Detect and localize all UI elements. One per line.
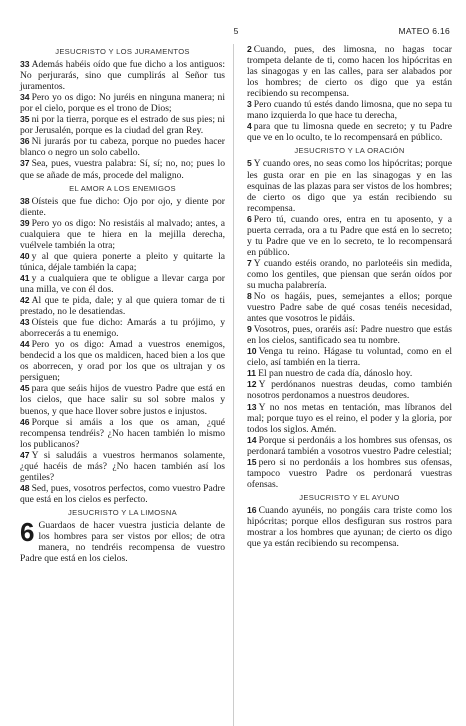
verse [247, 346, 452, 368]
verse-text: Pero cuando tú estés dando limosna, que no sepa tu mano izquierda lo que hace tu derecha, [247, 99, 452, 122]
verse-number: 47 [20, 449, 30, 460]
chapter-number: 6 [20, 516, 35, 547]
section-heading: JESUCRISTO Y LA LIMOSNA [67, 507, 178, 517]
verse-number: 5 [247, 158, 252, 169]
verse [20, 417, 225, 450]
verse [247, 291, 452, 324]
verse-text: Y perdónanos nuestras deudas, como también nosotros perdonamos a nuestros deudores. [247, 379, 452, 402]
verse-number: 6 [247, 213, 252, 224]
verse [20, 483, 225, 505]
verse [20, 196, 225, 218]
verse-number: 36 [20, 136, 30, 147]
verse-text: Además habéis oído que fue dicho a los antiguos: No perjurarás, sino que cumplirás al Señor tus juramentos. [20, 59, 225, 93]
verse-text: Porque si amáis a los que os aman, ¿qué recompensa tendréis? ¿No hacen también lo mismo los publicanos? [20, 416, 225, 450]
verse-number: 9 [247, 324, 252, 335]
verse [247, 158, 452, 213]
verse-number: 16 [247, 504, 257, 515]
verse-text: Pero tú, cuando ores, entra en tu aposento, y a puerta cerrada, ora a tu Padre que está en lo secreto; y tu Padre que ve en lo secreto, te lo recompensará en público. [247, 213, 452, 258]
verse-number: 3 [247, 99, 252, 110]
verse-text: Al que te pida, dale; y al que quiera tomar de ti prestado, no le desatiendas. [20, 295, 225, 318]
verse [247, 457, 452, 490]
verse [20, 317, 225, 339]
verse [20, 450, 225, 483]
verse [20, 59, 225, 92]
verse-number: 10 [247, 346, 257, 357]
verse-number: 4 [247, 121, 252, 132]
verse [247, 258, 452, 291]
verse-number: 37 [20, 158, 30, 169]
verse-text: El pan nuestro de cada día, dánoslo hoy. [258, 368, 413, 380]
verse [20, 339, 225, 383]
verse-text: y a cualquiera que te obligue a llevar carga por una milla, ve con él dos. [20, 272, 225, 295]
verse-text: Oísteis que fue dicho: Ojo por ojo, y diente por diente. [20, 195, 225, 218]
verse [247, 99, 452, 121]
verse [247, 324, 452, 346]
verse-number: 15 [247, 456, 257, 467]
verse [20, 92, 225, 114]
verse-text: y al que quiera ponerte a pleito y quitarte la túnica, déjale también la capa; [20, 250, 225, 273]
verse [20, 158, 225, 180]
verse [247, 121, 452, 143]
verse-text: Sea, pues, vuestra palabra: Sí, sí; no, no; pues lo que se añade de más, procede del maligno. [20, 158, 225, 181]
verse-number: 42 [20, 295, 30, 306]
verse-text: Oísteis que fue dicho: Amarás a tu prójimo, y aborrecerás a tu enemigo. [20, 317, 225, 340]
verse [20, 136, 225, 158]
verse-text: Pero yo os digo: No juréis en ninguna manera; ni por el cielo, porque es el trono de Dios; [20, 92, 225, 115]
verse-text: Sed, pues, vosotros perfectos, como vuestro Padre que está en los cielos es perfecto. [20, 482, 225, 505]
text-columns [20, 44, 452, 564]
verse-text: Cuando, pues, des limosna, no hagas tocar trompeta delante de ti, como hacen los hipócritas en las sinagogas y en las calles, para ser alabados por los hombres; de cierto os digo que ya están recibiendo su recompensa. [247, 44, 452, 100]
verse-number: 2 [247, 44, 252, 54]
verse-number: 44 [20, 339, 30, 350]
page-number: 5 [233, 26, 239, 36]
verse [247, 368, 452, 379]
verse-number: 39 [20, 217, 30, 228]
verse-number: 7 [247, 257, 252, 268]
verse-text: Pero yo os digo: No resistáis al malvado; antes, a cualquiera que te hiera en la mejilla derecha, vuélvele también la otra; [20, 217, 225, 251]
verse-text: ni por la tierra, porque es el estrado de sus pies; ni por Jerusalén, porque es la ciudad del gran Rey. [20, 114, 225, 137]
verse-text: Pero yo os digo: Amad a vuestros enemigos, bendecid a los que os maldicen, haced bien a los que os aborrecen, y orad por los que os ultrajan y os persiguen; [20, 339, 225, 384]
verse-number: 46 [20, 416, 30, 427]
verse [20, 251, 225, 273]
verse [20, 295, 225, 317]
verse-text: Venga tu reino. Hágase tu voluntad, como en el cielo, así también en la tierra. [247, 346, 452, 369]
verse [247, 505, 452, 549]
verse [20, 218, 225, 251]
left-column [20, 44, 225, 564]
verse-text: Porque si perdonáis a los hombres sus ofensas, os perdonará también a vosotros vuestro Padre celestial; [247, 434, 452, 457]
verse-text: Ni jurarás por tu cabeza, porque no puedes hacer blanco o negro un solo cabello. [20, 136, 225, 159]
verse [20, 114, 225, 136]
verse-number: 38 [20, 195, 30, 206]
section-heading: JESUCRISTO Y LOS JURAMENTOS [55, 47, 190, 56]
verse [247, 379, 452, 401]
verse-number: 45 [20, 383, 30, 394]
verse-number: 40 [20, 250, 30, 261]
verse-text: Cuando ayunéis, no pongáis cara triste como los hipócritas; porque ellos desfiguran sus rostros para mostrar a los hombres que ayunan; de cierto os digo que ya están recibiendo su recompensa. [247, 504, 452, 550]
verse-text: para que tu limosna quede en secreto; y tu Padre que ve en lo oculto, te lo recompensará en público. [247, 121, 452, 144]
verse-text: pero si no perdonáis a los hombres sus ofensas, tampoco vuestro Padre os perdonará vuestras ofensas. [247, 456, 452, 490]
section-heading: JESUCRISTO Y LA ORACIÓN [294, 146, 405, 156]
verse [247, 214, 452, 258]
verse-text: para que seáis hijos de vuestro Padre que está en los cielos, que hace salir su sol sobre malos y buenos, y que hace llover sobre justos e injustos. [20, 383, 225, 417]
section-heading: EL AMOR A LOS ENEMIGOS [69, 183, 176, 193]
page-header [20, 26, 452, 38]
verse-number: 41 [20, 272, 30, 283]
verse-number: 14 [247, 434, 257, 445]
verse-text: Vosotros, pues, oraréis así: Padre nuestro que estás en los cielos, santificado sea tu nombre. [247, 324, 452, 347]
verse-number: 13 [247, 401, 257, 412]
verse-text: Y cuando ores, no seas como los hipócritas; porque les gusta orar en pie en las sinagogas y en las esquinas de las plazas para ser vistos de los hombres; de cierto os digo que ya están recibiendo su recompensa. [247, 158, 452, 214]
verse [247, 402, 452, 435]
verse-number: 35 [20, 114, 30, 125]
verse-text: No os hagáis, pues, semejantes a ellos; porque vuestro Padre sabe de qué cosas tenéis necesidad, antes que vosotros le pidáis. [247, 291, 452, 325]
verse-number: 11 [247, 368, 257, 379]
verse-text: Y cuando estéis orando, no parloteéis sin medida, como los gentiles, que piensan que serán oídos por su mucha palabrería. [247, 257, 452, 291]
verse-number: 8 [247, 291, 252, 302]
chapter-start [20, 516, 225, 565]
verse-number: 12 [247, 379, 257, 390]
right-column [247, 44, 452, 564]
verse [247, 44, 452, 99]
verse [247, 435, 452, 457]
running-head: MATEO 6.16 [398, 26, 450, 36]
section-heading: JESUCRISTO Y EL AYUNO [299, 492, 400, 502]
verse-text: Guardaos de hacer vuestra justicia delante de los hombres para ser vistos por ellos; de otra manera, no tendréis recompensa de vuestro Padre que está en los cielos. [20, 519, 225, 565]
verse-number: 34 [20, 92, 30, 103]
verse-number: 43 [20, 317, 30, 328]
verse-number: 48 [20, 482, 30, 493]
verse-text: Y si saludáis a vuestros hermanos solamente, ¿qué hacéis de más? ¿No hacen también así los gentiles? [20, 449, 225, 483]
verse-number: 33 [20, 59, 30, 70]
verse [20, 273, 225, 295]
verse [20, 383, 225, 416]
verse-text: Y no nos metas en tentación, mas líbranos del mal; porque tuyo es el reino, el poder y la gloria, por todos los siglos. Amén. [247, 401, 452, 435]
